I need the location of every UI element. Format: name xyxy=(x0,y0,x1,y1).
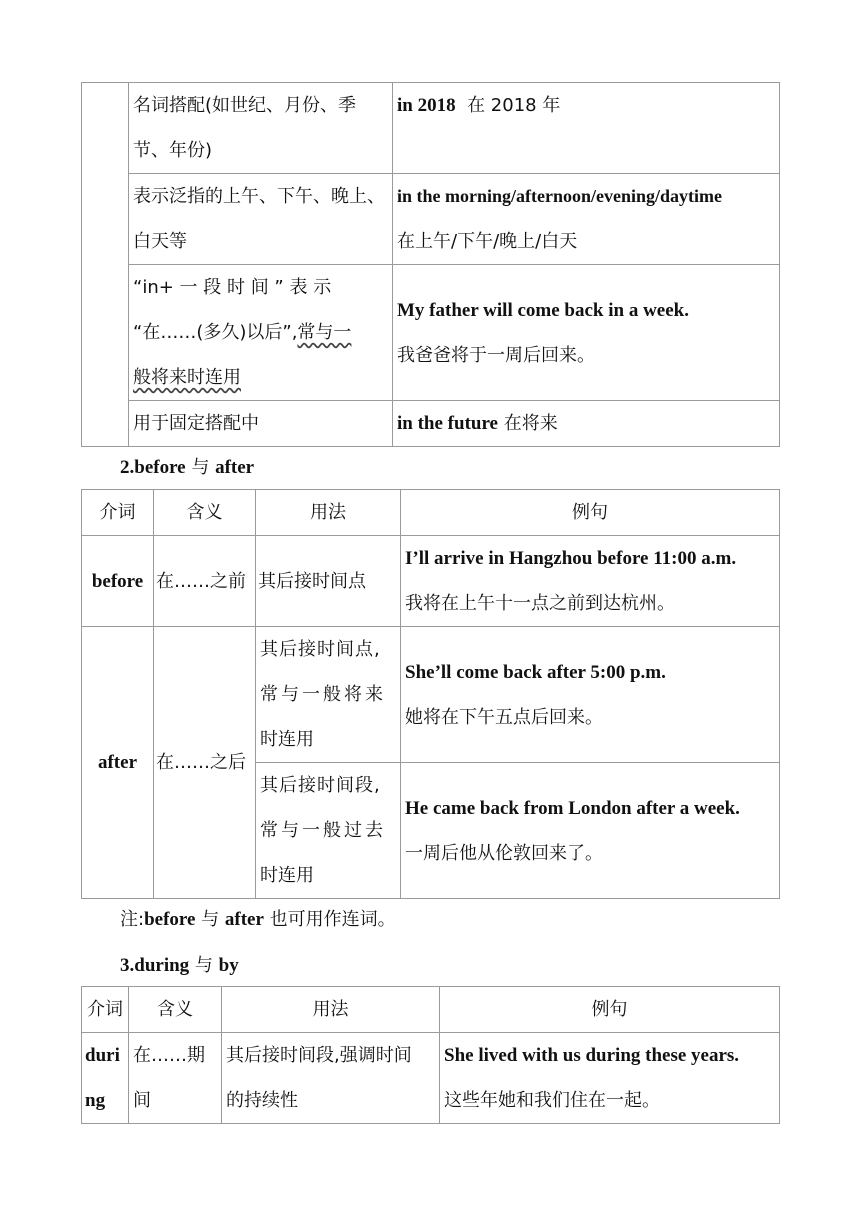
example-cn: 这些年她和我们住在一起。 xyxy=(444,1090,660,1111)
during-by-table xyxy=(81,986,780,1124)
example-cn: 在 2018 年 xyxy=(467,95,561,116)
note-line: 注:before 与 after 也可用作连词。 xyxy=(120,909,396,930)
example-en: He came back from London after a week. xyxy=(405,797,740,819)
usage-cell: 其后接时间段, 常与一般过去 时连用 xyxy=(256,763,401,899)
usage-cell: “in+ 一 段 时 间 ” 表 示 “在……(多久)以后”,常与一 般将来时连用 xyxy=(129,265,393,401)
header-usage: 用法 xyxy=(256,490,401,536)
example-cn: 她将在下午五点后回来。 xyxy=(405,706,603,728)
header-meaning: 含义 xyxy=(154,490,256,536)
header-example: 例句 xyxy=(440,987,780,1033)
meaning-cell: 在……期 间 xyxy=(129,1033,222,1124)
prep-before: before xyxy=(82,536,154,627)
header-example: 例句 xyxy=(401,490,780,536)
meaning-cell: 在……之后 xyxy=(154,627,256,899)
example-en: I’ll arrive in Hangzhou before 11:00 a.m. xyxy=(405,548,737,569)
section-heading-before-after: 2.before 与 after xyxy=(120,457,255,478)
example-cell xyxy=(393,174,780,265)
header-prep: 介词 xyxy=(82,490,154,536)
header-meaning: 含义 xyxy=(129,987,222,1033)
example-en: in the morning/afternoon/evening/daytime xyxy=(397,186,722,206)
section-heading-during-by: 3.during 与 by xyxy=(120,955,239,976)
example-cell xyxy=(440,1033,780,1124)
header-usage: 用法 xyxy=(222,987,440,1033)
example-en: She lived with us during these years. xyxy=(444,1045,740,1066)
example-cell xyxy=(401,536,780,627)
usage-cell: 其后接时间段,强调时间 的持续性 xyxy=(222,1033,440,1124)
example-cell xyxy=(393,265,780,401)
prep-after: after xyxy=(82,627,154,899)
example-en: in the future xyxy=(397,413,498,434)
example-cn: 我将在上午十一点之前到达杭州。 xyxy=(405,593,675,614)
usage-cell: 用于固定搭配中 xyxy=(129,401,393,447)
example-cn: 在将来 xyxy=(503,413,558,434)
example-cell xyxy=(401,627,780,763)
prep-during: duri ng xyxy=(82,1033,129,1124)
example-cn: 我爸爸将于一周后回来。 xyxy=(397,344,595,366)
usage-cell: 表示泛指的上午、下午、晚上、 白天等 xyxy=(129,174,393,265)
usage-cell: 名词搭配(如世纪、月份、季 节、年份) xyxy=(129,83,393,174)
in-usage-table xyxy=(81,82,780,447)
example-cn: 在上午/下午/晚上/白天 xyxy=(397,231,578,252)
merged-prep-cell xyxy=(82,83,129,447)
example-cell xyxy=(401,763,780,899)
before-after-table xyxy=(81,489,780,899)
usage-cell: 其后接时间点 xyxy=(256,536,401,627)
example-cn: 一周后他从伦敦回来了。 xyxy=(405,842,603,864)
example-cell xyxy=(393,401,780,447)
meaning-cell: 在……之前 xyxy=(154,536,256,627)
header-prep: 介词 xyxy=(82,987,129,1033)
example-en: My father will come back in a week. xyxy=(397,299,689,321)
example-en: She’ll come back after 5:00 p.m. xyxy=(405,661,666,683)
example-cell xyxy=(393,83,780,174)
example-en: in 2018 xyxy=(397,95,456,116)
usage-cell: 其后接时间点, 常与一般将来 时连用 xyxy=(256,627,401,763)
